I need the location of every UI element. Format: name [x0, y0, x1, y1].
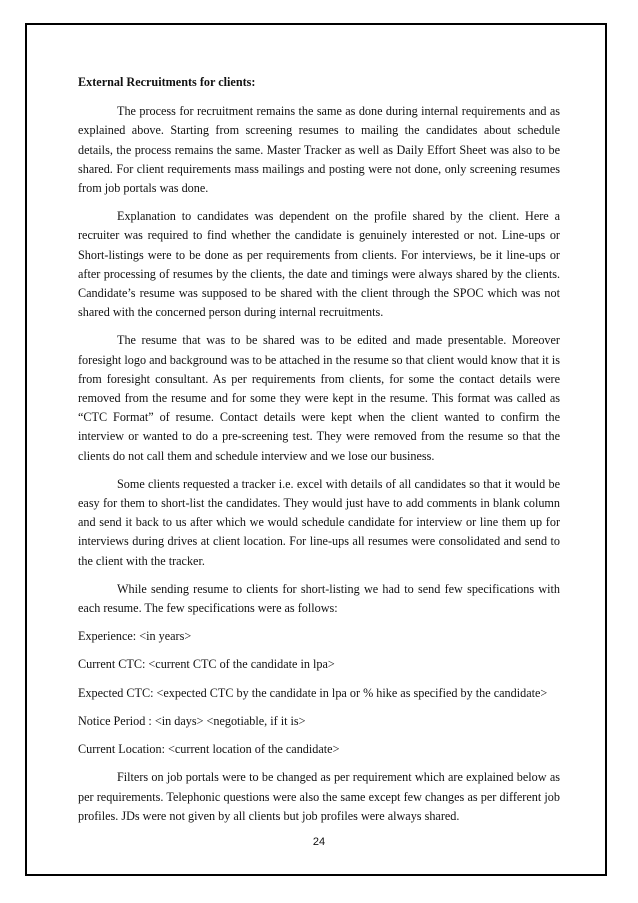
paragraph: The resume that was to be shared was to be edited and made presentable. Moreover foresight logo and background was to be attached in the resume so that client would know that it is from foresight consultant. As per requirements from clients, for some the contact details were removed from the resume and for some they were kept in the resume. This format was called as “CTC Format” of resume. Contact details were kept when the client wanted to confirm the interview or wanted to do a pre-screening test. They were removed from the resume so that the clients do not call them and schedule interview and we lose our business.: [78, 333, 560, 463]
spec-current-location: Current Location: <current location of the candidate>: [78, 742, 340, 757]
page-number: 24: [312, 836, 326, 848]
paragraph: Some clients requested a tracker i.e. excel with details of all candidates so that it would be easy for them to short-list the candidates. They would just have to add comments in blank column and send it back to us after which we would schedule candidate for interview or line them up for interviews during drives at client location. For line-ups all resumes were consolidated and send to the client with the tracker.: [78, 476, 560, 568]
paragraph: While sending resume to clients for short-listing we had to send few specifications with each resume. The few specifications were as follows:: [78, 581, 560, 616]
document-body: [78, 73, 560, 835]
spec-notice-period: Notice Period : <in days> <negotiable, if it is>: [78, 713, 306, 728]
paragraph: Explanation to candidates was dependent on the profile shared by the client. Here a recruiter was required to find whether the candidate is genuinely interested or not. Line-ups or Short-listings were to be done as per requirements from clients. For interviews, be it line-ups or after processing of resumes by the clients, the date and timings were always shared by the clients. Candidate’s resume was supposed to be shared with the client through the SPOC which was not shared with the concerned person during internal recruitments.: [78, 209, 560, 320]
spec-experience: Experience: <in years>: [78, 629, 192, 644]
paragraph: The process for recruitment remains the same as done during internal requirements and as explained above. Starting from screening resumes to mailing the candidates about schedule details, the process remains the same. Master Tracker as well as Daily Effort Sheet was also to be shared. For client requirements mass mailings and posting were not done, only screening resumes from job portals was done.: [78, 104, 560, 196]
spec-expected-ctc: Expected CTC: <expected CTC by the candidate in lpa or % hike as specified by the candidate>: [78, 685, 548, 700]
spec-current-ctc: Current CTC: <current CTC of the candidate in lpa>: [78, 657, 335, 672]
paragraph: Filters on job portals were to be changed as per requirement which are explained below as per requirements. Telephonic questions were also the same except few changes as per different job profiles. JDs were not given by all clients but job profiles were always shared.: [78, 770, 560, 823]
section-heading: External Recruitments for clients:: [78, 75, 256, 89]
